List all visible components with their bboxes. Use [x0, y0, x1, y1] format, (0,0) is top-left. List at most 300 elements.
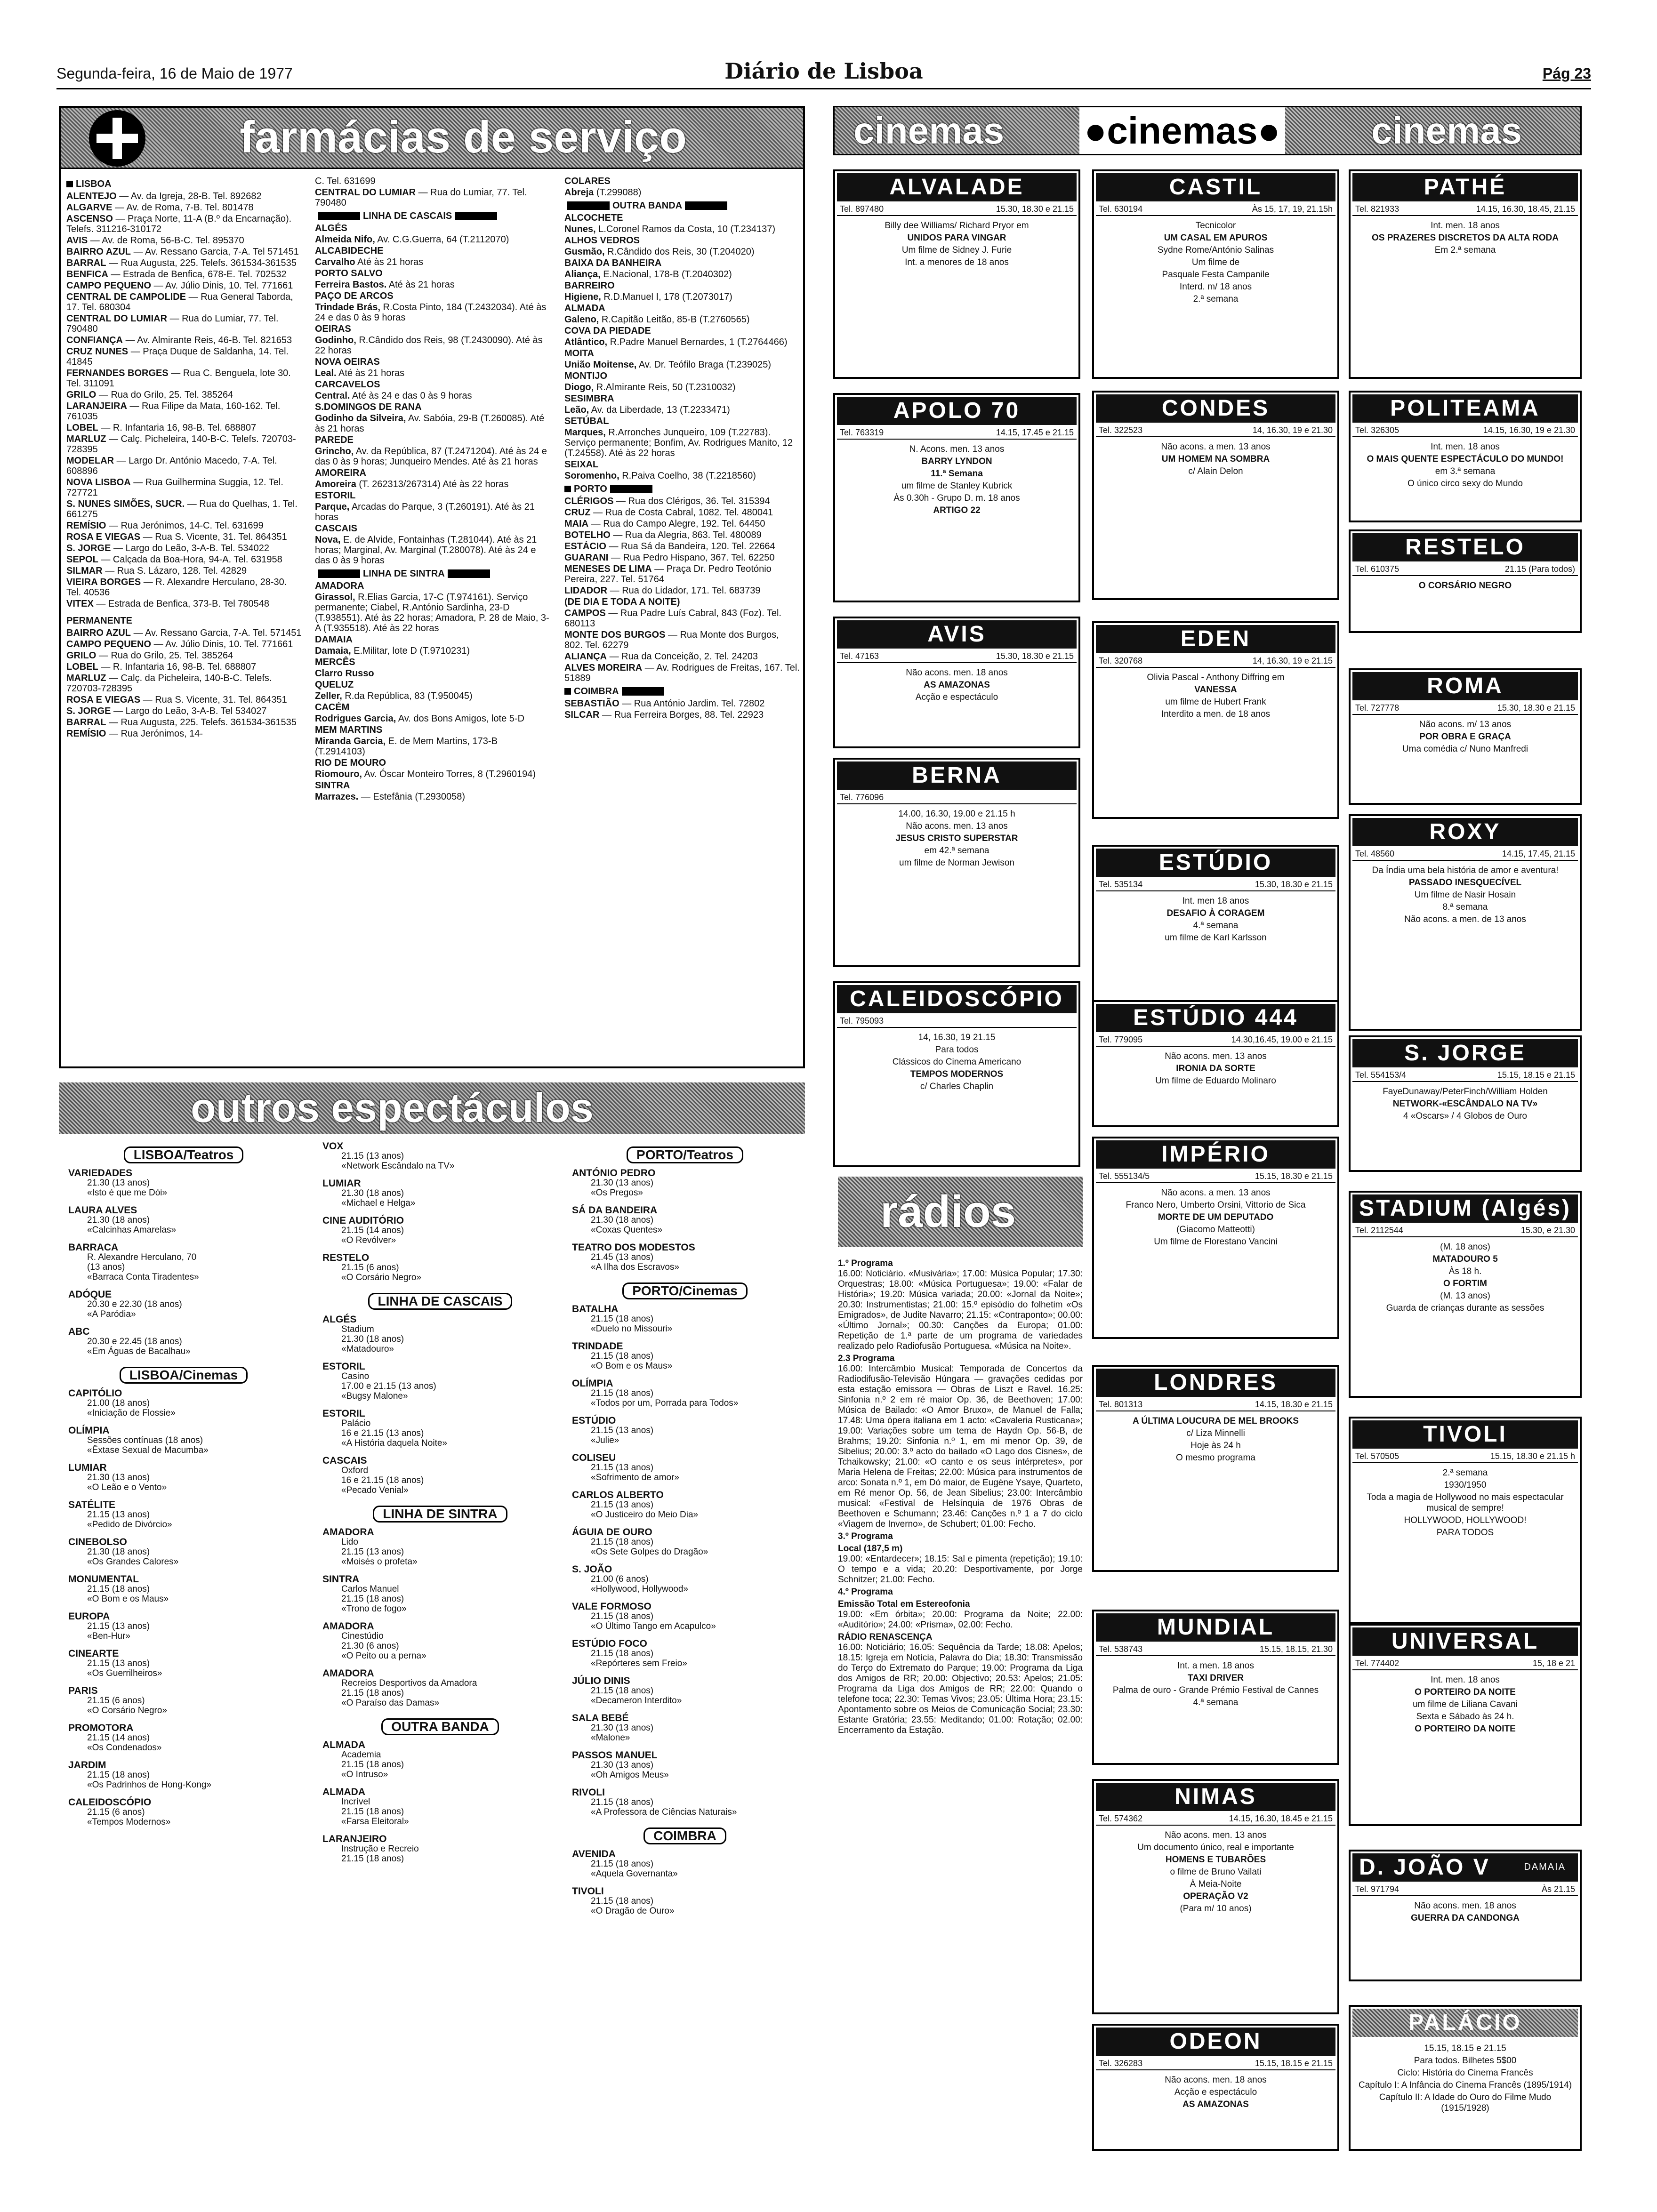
venue-detail: Sessões contínuas (18 anos): [87, 1435, 203, 1445]
pharmacy-name: PAREDE: [315, 435, 354, 445]
list-item: [564, 553, 800, 563]
venue-detail: 21.30 (6 anos): [341, 1641, 399, 1651]
pharmacy-address: — Av. Júlio Dinis, 10. Tel. 771661: [153, 639, 293, 649]
venue-entry: [572, 1602, 798, 1631]
pharmacy-name: ESTORIL: [315, 490, 356, 501]
venue-detail: 21.15 (18 anos): [341, 1760, 404, 1770]
venue-detail: «O Bom e os Maus»: [87, 1594, 169, 1604]
pharmacy-address: — Rua S. Vicente, 31. Tel. 864351: [143, 532, 287, 542]
cinema-times: 14.15, 16.30, 19 e 21.30: [1483, 425, 1575, 435]
list-item: [315, 379, 550, 390]
cinema-tel: Tel. 763319: [840, 428, 884, 437]
pharmacy-address: — R. Infantaria 16, 98-B. Tel. 688807: [101, 423, 257, 433]
venue-detail: 21.45 (13 anos): [591, 1252, 654, 1262]
cinema-tel: Tel. 322523: [1099, 425, 1143, 435]
venue-name: ANTÓNIO PEDRO: [572, 1168, 656, 1178]
cinema-program: [1351, 576, 1580, 595]
film-title: O PORTEIRO DA NOITE: [1415, 1687, 1516, 1697]
venue-name: SATÉLITE: [68, 1499, 115, 1510]
cinema-tel-row: [1352, 1883, 1578, 1896]
program-line: Não acons. a men. 13 anos: [1161, 442, 1271, 452]
venue-detail: 21.15 (18 anos): [591, 1859, 654, 1869]
cinema-times: 15.30, 18.30 e 21.15: [1255, 880, 1333, 889]
venue-entry: [572, 1527, 798, 1557]
venue-detail: «Em Águas de Bacalhau»: [87, 1346, 191, 1356]
venue-entry: [322, 1253, 558, 1282]
pharmacy-name: Grincho,: [315, 446, 354, 457]
film-title: OPERAÇÃO V2: [1183, 1891, 1248, 1901]
list-item: [315, 435, 550, 445]
cinema-program: [1094, 668, 1337, 724]
film-title: UNIDOS PARA VINGAR: [907, 233, 1006, 243]
film-title: ARTIGO 22: [933, 505, 981, 515]
film-title: MATADOURO 5: [1432, 1254, 1498, 1264]
venue-name: ALGÉS: [322, 1314, 357, 1325]
venue-detail: 21.30 (13 anos): [591, 1760, 654, 1770]
program-line: O único circo sexy do Mundo: [1407, 479, 1523, 489]
program-line: Interdito a men. de 18 anos: [1161, 709, 1271, 719]
cinema-times: 15.30, 18.30 e 21.15: [996, 651, 1074, 661]
pharmacy-name: CACÉM: [315, 702, 350, 713]
venue-detail: 21.15 (18 anos): [591, 1686, 654, 1696]
program-line: Um documento único, real e importante: [1137, 1843, 1294, 1852]
list-item: [315, 725, 550, 735]
program-line: Int. a men. 18 anos: [1177, 1661, 1254, 1671]
pharmacy-name: CARCAVELOS: [315, 379, 380, 390]
cinema-times: 14.30,16.45, 19.00 e 21.15: [1231, 1035, 1333, 1044]
venue-entry: [322, 1574, 558, 1614]
program-line: Um filme de: [1191, 257, 1240, 267]
program-line: Não acons. m/ 13 anos: [1419, 720, 1512, 729]
venue-name: LUMIAR: [322, 1178, 361, 1189]
pharmacy-address: — Rua S. Lázaro, 128. Tel. 42829: [105, 566, 247, 576]
venue-entry: [322, 1409, 558, 1448]
film-title: TAXI DRIVER: [1188, 1673, 1244, 1683]
list-item: [315, 702, 550, 713]
cinema-program: [1351, 861, 1580, 929]
cinema-tel: Tel. 2112544: [1355, 1226, 1403, 1235]
venue-detail: 21.15 (18 anos): [591, 1611, 654, 1621]
pharmacy-name: VITEX: [66, 599, 94, 609]
venue-detail: 21.15 (18 anos): [591, 1896, 654, 1906]
cinema-program: [1351, 1670, 1580, 1739]
cinema-times: Às 21.15: [1541, 1884, 1575, 1894]
venue-detail: 21.30 (13 anos): [87, 1473, 150, 1483]
venue-detail: «Pedido de Divórcio»: [87, 1520, 172, 1530]
pharmacy-address: — Rua General Taborda, 17. Tel. 680304: [66, 292, 293, 313]
venue-detail: «Matadouro»: [341, 1344, 394, 1354]
venue-detail: Lido: [341, 1537, 358, 1547]
program-line: c/ Liza Minnelli: [1186, 1428, 1245, 1438]
cinema-tel: Tel. 779095: [1099, 1035, 1143, 1044]
list-item: [66, 258, 302, 268]
list-item: [315, 324, 550, 334]
pharmacy-address: — Rua do Lumiar, 77. Tel. 790480: [315, 187, 527, 208]
list-item: [564, 698, 800, 709]
venue-detail: 21.15 (13 anos): [591, 1500, 654, 1510]
cinema-tel-row: [1096, 655, 1335, 668]
venue-name: CINEARTE: [68, 1648, 119, 1659]
venue-name: TRINDADE: [572, 1341, 623, 1352]
venue-name: ESTÚDIO FOCO: [572, 1638, 647, 1649]
pharmacy-address: — Estrada de Benfica, 678-E. Tel. 702532: [111, 269, 287, 280]
pharmacy-name: Miranda Garcia,: [315, 736, 386, 746]
cinema-roxy: [1349, 814, 1582, 1031]
program-line: Int. a menores de 18 anos: [905, 257, 1009, 267]
pharmacy-name: Central.: [315, 391, 350, 401]
pharmacy-address: — Rua do Campo Alegre, 192. Tel. 64450: [591, 519, 765, 529]
venue-detail: «Malone»: [591, 1733, 630, 1743]
venue-entry: [68, 1723, 299, 1753]
film-title: UM CASAL EM APUROS: [1164, 233, 1268, 243]
pharmacy-address: Av. Óscar Monteiro Torres, 8 (T.2960194): [364, 769, 536, 779]
list-item: [66, 499, 302, 520]
list-item: [315, 646, 550, 656]
list-item: [564, 541, 800, 552]
list-item: [315, 391, 550, 401]
cinema-program: [1351, 216, 1580, 260]
pharmacy-name: CLÉRIGOS: [564, 496, 614, 506]
list-item: [315, 691, 550, 701]
venue-entry: [572, 1676, 798, 1706]
venue-detail: «Aquela Governanta»: [591, 1869, 678, 1879]
pharmacy-address: R.Costa Pinto, 184 (T.2432034). Até às 24 e das 0 às 9 horas: [315, 302, 547, 323]
pharmacy-address: R.Arronches Junqueiro, 109 (T.22783). Serviço permanente; Bonfim, Av. Rodrigues Manito, 12 (T.24558). Até às 22 horas: [564, 427, 793, 458]
venue-detail: Cinestúdio: [341, 1631, 384, 1641]
cinema-program: [835, 440, 1078, 520]
cinema-name: TIVOLI: [1352, 1420, 1578, 1449]
pharmacy-name: BAIRRO AZUL: [66, 247, 131, 257]
cinema-times: 15.15, 18.30 e 21.15: [1255, 1171, 1333, 1181]
venue-name: PASSOS MANUEL: [572, 1750, 658, 1761]
pharmacy-name: NOVA OEIRAS: [315, 357, 380, 367]
film-title: O MAIS QUENTE ESPECTÁCULO DO MUNDO!: [1367, 454, 1564, 464]
venue-name: ESTÚDIO: [572, 1415, 616, 1426]
program-line: 4.ª semana: [1193, 1698, 1239, 1707]
pharmacy-address: — Av. de Roma, 7-B. Tel. 801478: [114, 202, 254, 213]
film-title: O FORTIM: [1443, 1279, 1487, 1289]
list-item: [315, 502, 550, 522]
pharmacy-name: CRUZ: [564, 507, 591, 518]
film-title: VANESSA: [1194, 685, 1237, 695]
venue-name: CALEIDOSCÓPIO: [68, 1797, 152, 1808]
venue-name: PROMOTORA: [68, 1723, 134, 1733]
cinema-tel-row: [837, 1015, 1077, 1028]
venue-detail: 21.30 (13 anos): [87, 1178, 150, 1188]
venue-detail: Academia: [341, 1750, 381, 1760]
venue-detail: 21.15 (14 anos): [87, 1733, 150, 1743]
porto-heading: PORTO: [574, 484, 607, 494]
venue-detail: «O Paraíso das Damas»: [341, 1698, 440, 1708]
pharmacy-address: L.Coronel Ramos da Costa, 10 (T.234137): [598, 224, 776, 234]
venue-detail: 21.15 (18 anos): [591, 1388, 654, 1398]
pharmacy-name: SILMAR: [66, 566, 103, 576]
list-item: [66, 281, 302, 291]
pharmacy-address: — Rua Guilhermina Suggia, 12. Tel. 727721: [66, 477, 283, 498]
program-line: Int. men. 18 anos: [1431, 221, 1500, 231]
venue-detail: 21.15 (18 anos): [591, 1351, 654, 1361]
cinema-tel-row: [1352, 1658, 1578, 1670]
section-tag-row: [322, 1290, 558, 1314]
pharmacy-name: REMÍSIO: [66, 521, 106, 531]
pharmacy-name: QUELUZ: [315, 680, 354, 690]
program-line: HOLLYWOOD, HOLLYWOOD!: [1404, 1515, 1527, 1525]
section-tag: LINHA DE SINTRA: [373, 1506, 507, 1523]
cinema-name: AVIS: [837, 620, 1077, 649]
film-title: HOMENS E TUBARÕES: [1165, 1855, 1266, 1865]
pharmacy-address: — Rua dos Clérigos, 36. Tel. 315394: [616, 496, 770, 506]
venue-detail: «Network Escândalo na TV»: [341, 1161, 455, 1171]
pharmacy-address: — Rua de Costa Cabral, 1082. Tel. 480041: [593, 507, 773, 518]
cinema-restelo: [1349, 529, 1582, 633]
list-item: [564, 348, 800, 359]
section-tag: COIMBRA: [643, 1827, 726, 1844]
cinema-tel: Tel. 574362: [1099, 1814, 1143, 1823]
venue-entry: [68, 1463, 299, 1492]
cinema-tel-row: [1352, 1451, 1578, 1463]
program-line: Uma comédia c/ Nuno Manfredi: [1402, 744, 1528, 754]
program-line: Franco Nero, Umberto Orsini, Vittorio de Sica: [1126, 1200, 1306, 1210]
program-line: 14, 16.30, 19 21.15: [918, 1033, 996, 1042]
pharmacy-address: — Av. de Roma, 56-B-C. Tel. 895370: [90, 235, 244, 246]
cinema-tel-row: [1096, 203, 1335, 216]
cinema-program: [1351, 715, 1580, 759]
venue-entry: [322, 1527, 558, 1567]
pharmacy-name: Leal.: [315, 368, 337, 378]
film-title: O PORTEIRO DA NOITE: [1415, 1724, 1516, 1734]
other-shows-section: [59, 1082, 805, 2137]
section-tag: LINHA DE CASCAIS: [368, 1293, 513, 1310]
radio-program-heading: 4.º Programa: [838, 1587, 893, 1597]
venue-entry: [572, 1849, 798, 1879]
list-item: [66, 543, 302, 553]
program-line: Acção e espectáculo: [1174, 2087, 1257, 2097]
pharmacy-name: BENFICA: [66, 269, 108, 280]
venue-name: COLISEU: [572, 1452, 616, 1463]
pharmacy-name: Godinho da Silveira,: [315, 413, 406, 424]
venue-entry: [68, 1327, 299, 1356]
venue-name: LUMIAR: [68, 1462, 107, 1473]
list-item: [315, 657, 550, 667]
venue-entry: [322, 1834, 558, 1864]
pharmacy-address: — Rua Ferreira Borges, 88. Tel. 22923: [602, 710, 764, 720]
pharmacy-address: — Rua Jerónimos, 14-C. Tel. 631699: [109, 521, 264, 531]
venue-detail: 21.30 (18 anos): [87, 1547, 150, 1557]
cinema-tel-row: [1352, 563, 1578, 576]
pharmacy-name: SEIXAL: [564, 459, 599, 470]
film-title: AS AMAZONAS: [924, 680, 990, 690]
venue-entry: [322, 1456, 558, 1495]
venue-entry: [572, 1490, 798, 1520]
list-item: [315, 368, 550, 378]
cinema-program: [1094, 1047, 1337, 1090]
venue-detail: «Os Grandes Calores»: [87, 1557, 179, 1567]
list-item: [315, 402, 550, 412]
pharmacy-name: CENTRAL DO LUMIAR: [66, 313, 168, 324]
pharmacy-name: MONTE DOS BURGOS: [564, 630, 666, 640]
list-item: [66, 650, 302, 661]
pharmacy-address: Av. Dr. Teófilo Braga (T.239025): [638, 360, 772, 370]
cinema-times: 14, 16.30, 19 e 21.15: [1252, 656, 1333, 665]
venue-detail: 21.15 (13 anos): [341, 1547, 404, 1557]
cinema-tel: Tel. 48560: [1355, 849, 1395, 858]
cinema-program: [1351, 2039, 1580, 2118]
venue-entry: [572, 1750, 798, 1780]
cinema-tel-row: [837, 792, 1077, 804]
list-item: [66, 335, 302, 345]
venue-detail: «O Corsário Negro»: [341, 1273, 422, 1282]
venue-entry: [322, 1216, 558, 1245]
program-line: c/ Alain Delon: [1188, 466, 1243, 476]
pharmacy-name: COLARES: [564, 176, 611, 186]
pharmacy-address: R.Paiva Coelho, 38 (T.2218560): [622, 471, 756, 481]
pharmacy-name: COVA DA PIEDADE: [564, 326, 651, 336]
venue-detail: «Calcinhas Amarelas»: [87, 1225, 177, 1235]
pharmacy-address: — Rua Augusta, 225. Telefs. 361534-361535: [109, 258, 297, 268]
list-item: [315, 479, 550, 489]
pharmacy-name: CENTRAL DO LUMIAR: [315, 187, 416, 198]
list-item: [66, 191, 302, 201]
list-item: [315, 490, 550, 501]
cinema-times: 15.30, e 21.30: [1520, 1226, 1575, 1235]
list-item: [66, 202, 302, 213]
pharmacy-address: — Rua Padre Luís Cabral, 843 (Foz). Tel. 680113: [564, 608, 781, 629]
program-line: Int. men. 18 anos: [1431, 442, 1500, 452]
list-item: [66, 247, 302, 257]
venue-name: PARIS: [68, 1685, 98, 1696]
list-item: [315, 268, 550, 279]
list-item: [564, 371, 800, 381]
pharmacy-address: — Av. da Igreja, 28-B. Tel. 892682: [119, 191, 262, 201]
list-item: [564, 247, 800, 257]
program-line: Não acons. men. 13 anos: [1165, 1830, 1267, 1840]
cinema-times: 15.30, 18.30 e 21.15: [996, 204, 1074, 214]
pharmacy-name: BAIRRO AZUL: [66, 628, 131, 638]
masthead: Diário de Lisboa: [724, 58, 923, 84]
cinema-program: [1094, 437, 1337, 481]
list-item: [315, 446, 550, 467]
venue-detail: 21.30 (18 anos): [591, 1215, 654, 1225]
program-line: Um filme de Nasir Hosain: [1414, 890, 1516, 900]
list-item: [315, 668, 550, 679]
venue-entry: [322, 1178, 558, 1208]
pharmacy-name: FERNANDES BORGES: [66, 368, 169, 378]
list-item: [315, 187, 550, 208]
pharmacy-name: NOVA LISBOA: [66, 477, 131, 488]
venue-detail: «Oh Amigos Meus»: [591, 1770, 669, 1780]
pharmacy-name: Soromenho,: [564, 471, 619, 481]
sintra-heading: LINHA DE SINTRA: [363, 569, 445, 579]
program-line: 2.ª semana: [1193, 294, 1239, 304]
pharmacy-name: Abreja: [564, 187, 594, 198]
program-line: Não acons. men. 18 anos: [906, 668, 1008, 678]
pharmacy-cross-icon: [89, 110, 145, 167]
pharmacy-name: CAMPO PEQUENO: [66, 639, 152, 649]
pharmacies-linhas-column: [315, 176, 550, 1066]
pharmacy-address: — Estrada de Benfica, 373-B. Tel 780548: [96, 599, 270, 609]
venue-entry: [68, 1205, 299, 1235]
pharmacies-title: farmácias de serviço: [240, 112, 687, 162]
film-title: PASSADO INESQUECÍVEL: [1408, 878, 1522, 888]
pharmacy-address: (T. 262313/267314) Até às 22 horas: [359, 479, 509, 489]
list-item: [315, 581, 550, 591]
venue-detail: 20.30 e 22.30 (18 anos): [87, 1299, 182, 1309]
section-tag-row: [322, 1715, 558, 1740]
venue-name: RIVOLI: [572, 1787, 605, 1798]
pharmacy-name: Zeller,: [315, 691, 342, 701]
program-line: em 42.ª semana: [924, 846, 989, 856]
venue-detail: 21.15 (18 anos): [591, 1314, 654, 1324]
cinema-location: DAMAIA: [1524, 1862, 1566, 1872]
venue-detail: Carlos Manuel: [341, 1584, 399, 1594]
pharmacy-name: DAMAIA: [315, 634, 353, 645]
cinema-name: ROMA: [1352, 672, 1578, 700]
pharmacy-name: LARANJEIRA: [66, 401, 127, 411]
cinema-tel-row: [837, 203, 1077, 216]
venue-detail: Casino: [341, 1371, 370, 1381]
venue-detail: 21.15 (13 anos): [341, 1151, 404, 1161]
pharmacy-name: BARRAL: [66, 717, 106, 728]
pharmacy-address: — Rua Sá da Bandeira, 120. Tel. 22664: [609, 541, 775, 552]
cinema-times: 14.15, 16.30, 18.45 e 21.15: [1229, 1814, 1333, 1823]
program-line: Um filme de Sidney J. Furie: [901, 245, 1012, 255]
venue-entry: [322, 1668, 558, 1708]
pharmacy-name: S.DOMINGOS DE RANA: [315, 402, 422, 412]
pharmacy-address: E. de Mem Martins, 173-B (T.2914103): [315, 736, 498, 757]
pharmacy-name: ALGARVE: [66, 202, 113, 213]
cinema-name: MUNDIAL: [1096, 1613, 1335, 1642]
program-line: À Meia-Noite: [1190, 1879, 1242, 1889]
venue-detail: 21.15 (18 anos): [87, 1770, 150, 1780]
venue-entry: [68, 1426, 299, 1455]
venue-entry: [322, 1787, 558, 1827]
list-item: [315, 680, 550, 690]
list-item: [66, 566, 302, 576]
radio-program-text: 19.00: «Em órbita»; 20.00: Programa da Noite; 22.00: «Auditório»; 24.00: «Prisma», 02.00: Fecho.: [838, 1610, 1083, 1630]
list-item: [315, 223, 550, 233]
pharmacy-name: MENESES DE LIMA: [564, 564, 652, 574]
venue-detail: «Os Guerrilheiros»: [87, 1668, 162, 1678]
program-line: Capítulo II: A Idade do Ouro do Filme Mudo (1915/1928): [1379, 2092, 1552, 2113]
program-line: (M. 13 anos): [1440, 1291, 1490, 1301]
pharmacy-name: ALHOS VEDROS: [564, 235, 640, 246]
pharmacy-name: SINTRA: [315, 780, 350, 791]
cinema-name: S. JORGE: [1352, 1039, 1578, 1067]
cinema-name: IMPÉRIO: [1096, 1140, 1335, 1169]
cinema-estudio: [1092, 845, 1339, 1007]
program-line: Ciclo: História do Cinema Francês: [1397, 2068, 1533, 2078]
program-line: Às 18 h.: [1448, 1266, 1482, 1276]
film-title: OS PRAZERES DISCRETOS DA ALTA RODA: [1372, 233, 1559, 243]
film-title: O CORSÁRIO NEGRO: [1418, 581, 1512, 591]
program-line: c/ Charles Chaplin: [920, 1082, 994, 1091]
venue-detail: «Michael e Helga»: [341, 1198, 416, 1208]
pharmacy-address: — Rua Augusta, 225. Telefs. 361534-361535: [109, 717, 297, 728]
pharmacy-name: Nova,: [315, 535, 341, 545]
venue-entry: [68, 1611, 299, 1641]
pharmacy-name: Diogo,: [564, 382, 594, 393]
cinema-times: 14.15, 16.30, 18.45, 21.15: [1476, 204, 1575, 214]
list-item: [315, 535, 550, 566]
cinema-name: ROXY: [1352, 818, 1578, 846]
program-line: Hoje às 24 h: [1190, 1441, 1241, 1451]
venue-detail: «O Corsário Negro»: [87, 1706, 168, 1715]
section-tag-row: [572, 1280, 798, 1304]
program-line: Sydne Rome/António Salinas: [1157, 245, 1274, 255]
pharmacy-address: — Rua C. Benguela, lote 30. Tel. 311091: [66, 368, 291, 389]
venue-detail: «Êxtase Sexual de Macumba»: [87, 1445, 209, 1455]
program-line: um filme de Karl Karlsson: [1165, 933, 1267, 943]
